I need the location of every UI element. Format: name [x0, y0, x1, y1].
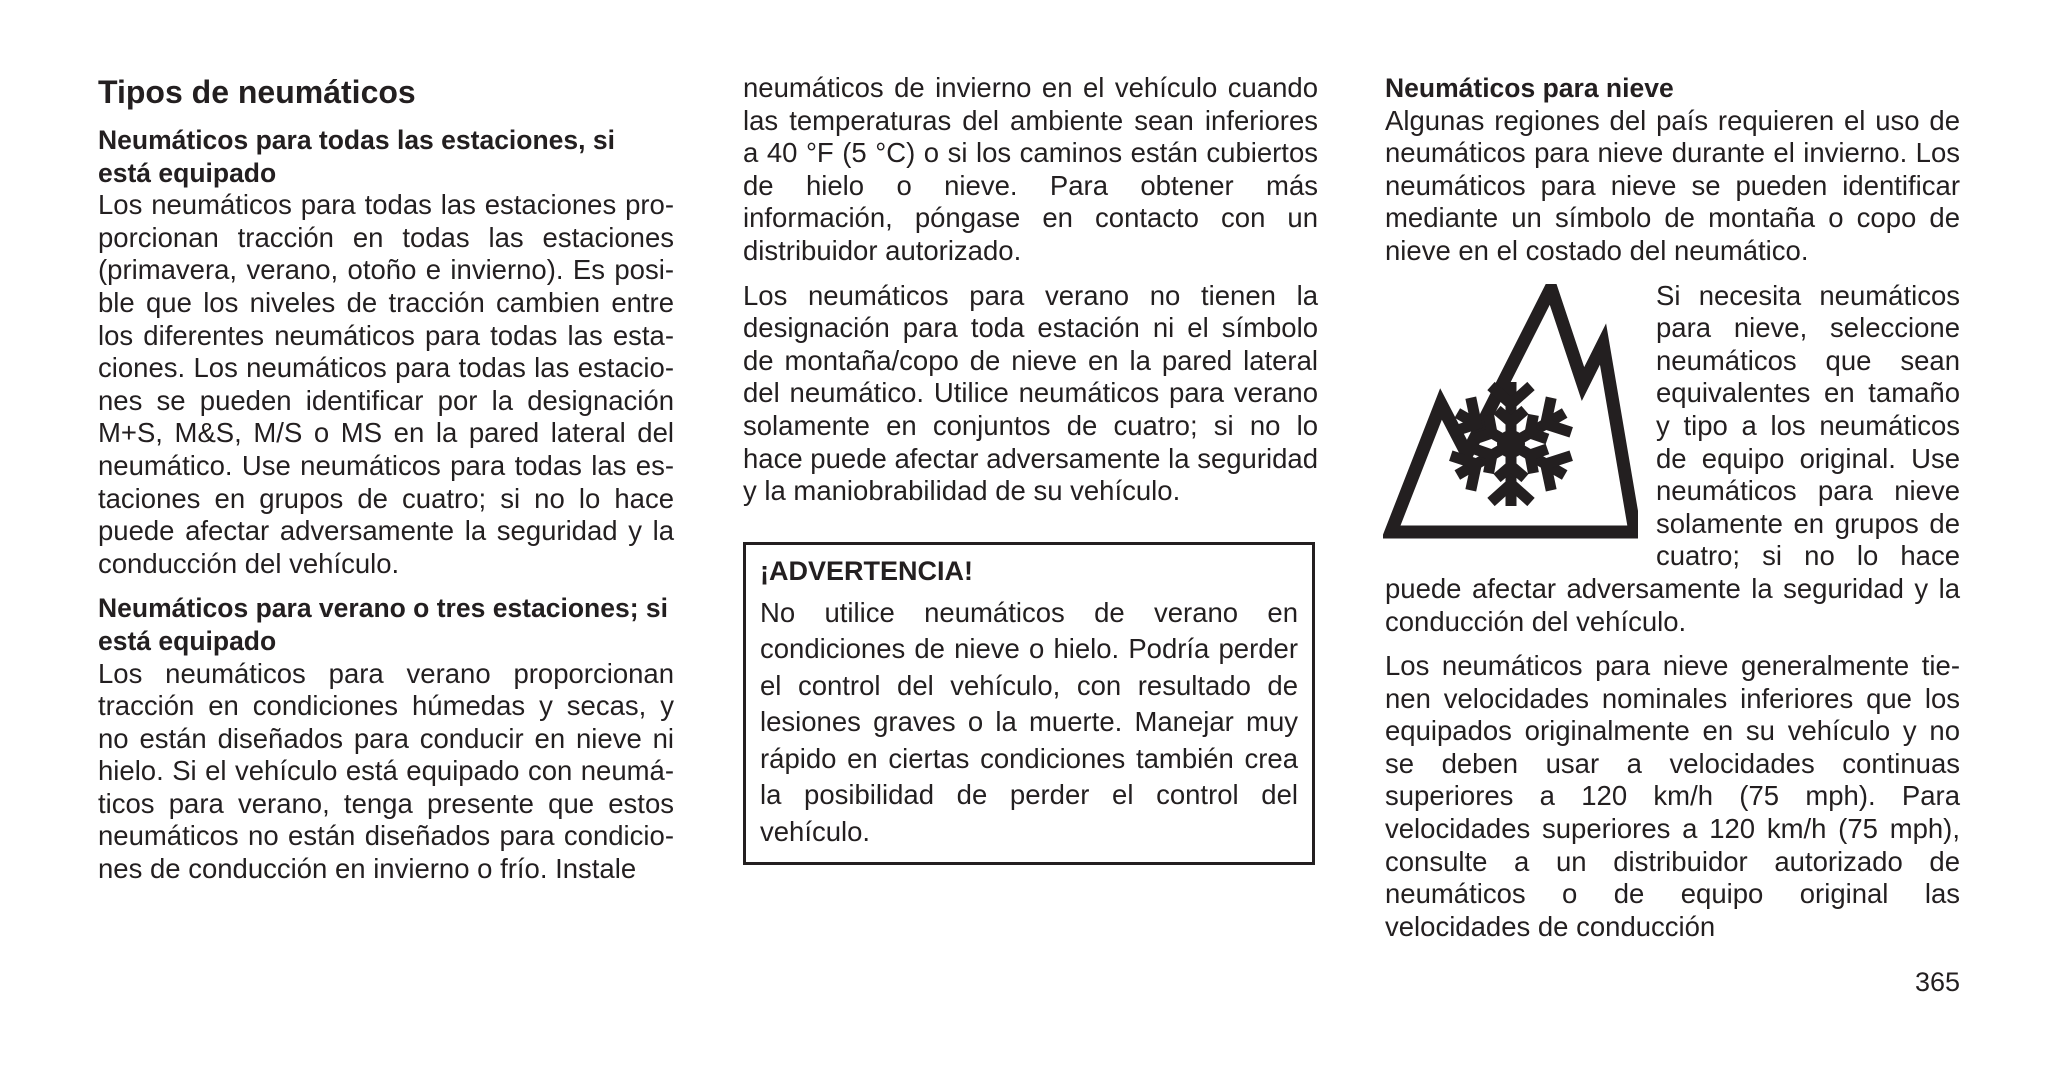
snow-speed-text: Los neumáticos para nieve generalmente tienen velocidades nominales inferiores que los equipados originalmente en su vehículo y no se deben usar a velocidades continuas superiores a 120 km/h (75 mph). Para velocidades superiores a 120 km/h (75 mph), consulte a un distribuidor autorizado de neumáticos o de equipo original las velocidades de conducción: [1385, 650, 1960, 942]
section-title: Tipos de neumáticos: [98, 74, 416, 110]
warning-box: [743, 542, 1315, 866]
summer-text: Los neumáticos para verano proporcionan tracción en condiciones húmedas y secas, y no están diseñados para conducir en nieve ni hielo. Si el vehículo está equipado con neumáticos para verano, tenga presente que estos neumáticos no están diseñados para condiciones de conducción en invierno o frío. Instale: [98, 657, 674, 885]
page-number: 365: [1914, 967, 1960, 997]
summer-designation-text: Los neumáticos para verano no tienen la designación para toda estación ni el símbolo de montaña/copo de nieve en la pared lateral del neumático. Utilice neumáticos para verano solamente en conjuntos de cuatro; si no lo hace puede afectar adversamente la seguridad y la maniobrabilidad de su vehículo.: [743, 279, 1318, 507]
all-season-text: Los neumáticos para todas las estaciones proporcionan tracción en todas las estaciones (primavera, verano, otoño e invierno). Es posible que los niveles de tracción cambien entre los diferentes neumáticos para todas las estaciones. Los neumáticos para todas las estaciones se pueden identificar por la designación M+S, M&S, M/S o MS en la pared lateral del neumático. Use neumáticos para todas las estaciones en grupos de cuatro; si no lo hace puede afectar adversamente la seguridad y la conducción del vehículo.: [98, 189, 674, 579]
column-middle: [743, 72, 1318, 865]
snow-selection-block: [1385, 280, 1960, 639]
snow-selection-text: Si necesita neumáticos para nieve, seleccione neumáticos que sean equivalentes en tamaño y tipo a los neumáticos de equipo original. Use neumáticos para nieve solamente en grupos de cuatro; si no lo hace puede afectar adversamente la seguridad y la conducción del vehículo.: [1385, 279, 1960, 637]
warning-text: No utilice neumáticos de verano en condiciones de nieve o hielo. Podría perder el control del vehículo, con resultado de lesiones graves o la muerte. Manejar muy rápido en ciertas condiciones también crea la posibilidad de perder el control del vehículo.: [760, 596, 1298, 847]
column-left: [98, 72, 674, 886]
column-right: [1385, 72, 1960, 943]
mountain-snowflake-icon: [1383, 284, 1638, 546]
winter-install-text: neumáticos de invierno en el vehículo cuando las temperaturas del ambiente sean inferiores a 40 °F (5 °C) o si los caminos están cubiertos de hielo o nieve. Para obtener más información, póngase en contacto con un distribuidor autorizado.: [743, 72, 1318, 266]
summer-heading: Neumáticos para verano o tres estaciones; si está equipado: [98, 593, 668, 656]
all-season-heading: Neumáticos para todas las estaciones, si está equipado: [98, 125, 615, 188]
snow-tires-heading: Neumáticos para nieve: [1385, 73, 1674, 103]
snow-tires-intro: Algunas regiones del país requieren el uso de neumáticos para nieve durante el invierno. Los neumáticos para nieve se pueden identificar mediante un símbolo de montaña o copo de nieve en el costado del neumático.: [1385, 104, 1960, 266]
warning-title: ¡ADVERTENCIA!: [760, 555, 973, 586]
